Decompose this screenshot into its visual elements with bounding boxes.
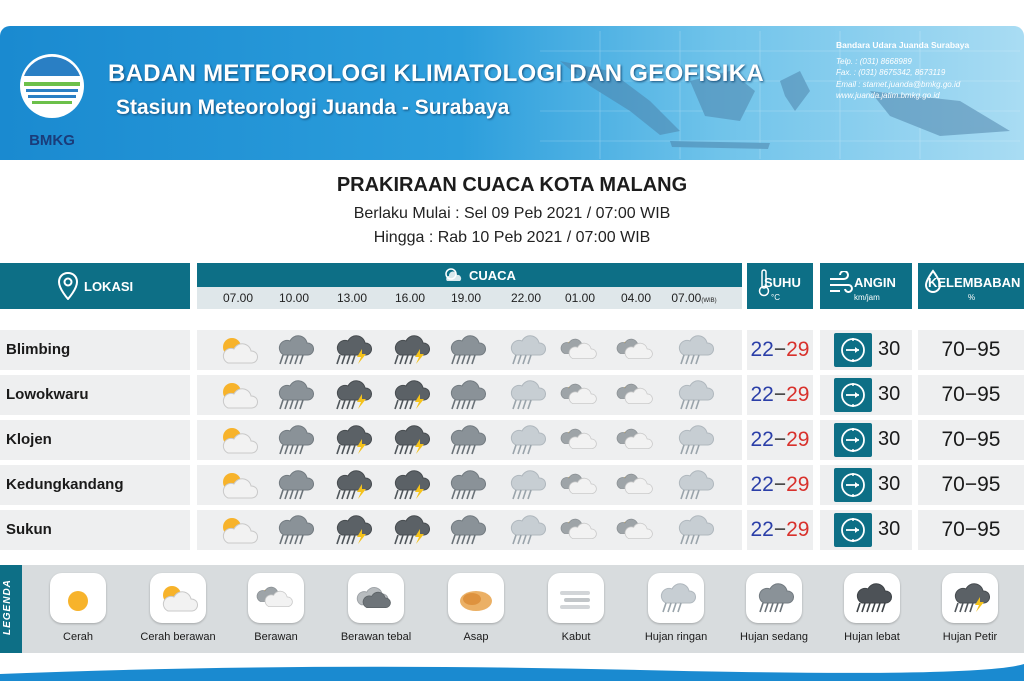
footer-swoosh [0, 656, 1024, 681]
temperature-range [747, 473, 813, 497]
legend-item [626, 573, 726, 643]
cerah-berawan-icon [216, 468, 260, 502]
temp-max: 29 [786, 518, 810, 541]
bmkg-logo [16, 46, 88, 156]
wind-icon [828, 271, 854, 299]
contact-name: Bandara Udara Juanda Surabaya [836, 40, 970, 50]
header-banner [0, 26, 1024, 160]
hujan-sedang-icon [752, 578, 796, 618]
temp-max: 29 [786, 428, 810, 451]
lokasi-label: LOKASI [84, 279, 134, 294]
hujan-ringan-icon [672, 333, 716, 367]
hujan-sedang-icon [444, 423, 488, 457]
hujan-ringan-icon [504, 468, 548, 502]
time-label: 07.00 [222, 291, 254, 305]
time-label: 19.00 [450, 291, 482, 305]
legend-icon-box [942, 573, 998, 623]
header-angin [820, 263, 912, 309]
location-name: Blimbing [6, 341, 71, 358]
hujan-ringan-icon [504, 423, 548, 457]
berawan-icon [614, 513, 658, 547]
time-label: 10.00 [278, 291, 310, 305]
humidity-range: 70−95 [941, 383, 1001, 406]
hujan-petir-icon [388, 468, 432, 502]
hujan-petir-icon [330, 513, 374, 547]
temperature-range [747, 428, 813, 452]
hujan-petir-icon [388, 423, 432, 457]
contact-web: www.juanda.jatim.bmkg.go.id [836, 91, 940, 100]
hujan-ringan-icon [672, 423, 716, 457]
legend-item [526, 573, 626, 643]
wind-direction-icon [834, 423, 872, 457]
hujan-sedang-icon [272, 333, 316, 367]
angin-unit: km/jam [854, 293, 880, 302]
valid-from: Berlaku Mulai : Sel 09 Peb 2021 / 07:00 WIB [353, 205, 671, 222]
legend [0, 565, 1024, 653]
legend-label: Hujan lebat [844, 631, 900, 643]
berawan-icon [558, 378, 602, 412]
hujan-petir-icon [330, 423, 374, 457]
time-label: 04.00 [620, 291, 652, 305]
legend-label: Asap [463, 631, 489, 643]
time-label: 01.00 [564, 291, 596, 305]
temp-max: 29 [786, 383, 810, 406]
contact-info [836, 40, 969, 102]
time-label: 13.00 [336, 291, 368, 305]
legend-icon-box [548, 573, 604, 623]
header-cuaca [197, 263, 742, 287]
legend-tag-text: LEGENDA [2, 579, 13, 635]
humidity-range: 70−95 [941, 428, 1001, 451]
legend-label: Kabut [561, 631, 591, 643]
wind-speed: 30 [878, 428, 901, 450]
hujan-sedang-icon [444, 468, 488, 502]
humidity-range: 70−95 [941, 473, 1001, 496]
logo-text: BMKG [29, 132, 75, 149]
hujan-sedang-icon [272, 513, 316, 547]
hujan-sedang-icon [444, 378, 488, 412]
legend-item [822, 573, 922, 643]
wind-speed: 30 [878, 518, 901, 540]
humidity-range: 70−95 [941, 338, 1001, 361]
temp-min: 22 [750, 383, 774, 406]
legend-item [426, 573, 526, 643]
humidity-range: 70−95 [941, 518, 1001, 541]
location-name: Kedungkandang [6, 476, 124, 493]
berawan-icon [614, 423, 658, 457]
legend-label: Hujan sedang [740, 631, 808, 643]
location-name: Klojen [6, 431, 52, 448]
temperature-range [747, 338, 813, 362]
hujan-sedang-icon [272, 423, 316, 457]
berawan-icon [254, 578, 298, 618]
legend-icon-box [746, 573, 802, 623]
berawan-icon [614, 378, 658, 412]
cerah-berawan-icon [216, 333, 260, 367]
legend-label: Hujan ringan [644, 631, 708, 643]
station-subtitle: Stasiun Meteorologi Juanda - Surabaya [116, 96, 510, 119]
berawan-icon [558, 468, 602, 502]
wind-direction-icon [834, 378, 872, 412]
hujan-sedang-icon [272, 468, 316, 502]
contact-telp: Telp. : (031) 8668989 [836, 56, 912, 66]
hujan-lebat-icon [850, 578, 894, 618]
hujan-petir-icon [388, 378, 432, 412]
legend-label: Hujan Petir [942, 631, 998, 643]
legend-item [128, 573, 228, 643]
temp-min: 22 [750, 518, 774, 541]
header-suhu [747, 263, 813, 309]
location-name: Sukun [6, 521, 52, 538]
hujan-petir-icon [388, 333, 432, 367]
legend-item [326, 573, 426, 643]
legend-icon-box [150, 573, 206, 623]
temp-separator: − [773, 473, 787, 496]
hujan-ringan-icon [504, 333, 548, 367]
legend-tag [0, 565, 22, 653]
temp-separator: − [773, 518, 787, 541]
hujan-petir-icon [330, 468, 374, 502]
hujan-petir-icon [388, 513, 432, 547]
temperature-range [747, 518, 813, 542]
temp-min: 22 [750, 428, 774, 451]
berawan-icon [614, 333, 658, 367]
legend-icon-box [448, 573, 504, 623]
legend-icon-box [248, 573, 304, 623]
berawan-icon [614, 468, 658, 502]
hujan-sedang-icon [272, 378, 316, 412]
suhu-unit: °C [771, 293, 780, 302]
hujan-sedang-icon [444, 513, 488, 547]
berawan-tebal-icon [354, 578, 398, 618]
hujan-petir-icon [330, 378, 374, 412]
legend-icon-box [844, 573, 900, 623]
berawan-icon [558, 333, 602, 367]
temp-min: 22 [750, 338, 774, 361]
cerah-berawan-icon [216, 423, 260, 457]
angin-label: ANGIN [854, 275, 896, 290]
cerah-berawan-icon [156, 578, 200, 618]
hujan-ringan-icon [672, 378, 716, 412]
legend-icon-box [348, 573, 404, 623]
legend-label: Berawan [254, 631, 298, 643]
agency-title: BADAN METEOROLOGI KLIMATOLOGI DAN GEOFISIKA [108, 60, 765, 87]
legend-label: Cerah [63, 631, 93, 643]
kelembaban-unit: % [968, 293, 976, 302]
suhu-label: SUHU [764, 275, 801, 290]
asap-icon [454, 578, 498, 618]
cloud-icon [443, 266, 463, 284]
temp-max: 29 [786, 338, 810, 361]
hujan-ringan-icon [672, 513, 716, 547]
cerah-berawan-icon [216, 513, 260, 547]
legend-item [28, 573, 128, 643]
berawan-icon [558, 423, 602, 457]
hujan-petir-icon [948, 578, 992, 618]
hujan-ringan-icon [654, 578, 698, 618]
cerah-berawan-icon [216, 378, 260, 412]
wind-direction-icon [834, 468, 872, 502]
contact-email: Email : stamet.juanda@bmkg.go.id [836, 79, 961, 89]
time-label: 22.00 [510, 291, 542, 305]
legend-icon-box [648, 573, 704, 623]
hujan-ringan-icon [504, 378, 548, 412]
temp-min: 22 [750, 473, 774, 496]
legend-icon-box [50, 573, 106, 623]
temp-separator: − [773, 338, 787, 361]
temperature-range [747, 383, 813, 407]
hujan-sedang-icon [444, 333, 488, 367]
berawan-icon [558, 513, 602, 547]
legend-item [226, 573, 326, 643]
kabut-icon [554, 578, 598, 618]
wind-direction-icon [834, 513, 872, 547]
location-pin-icon [58, 272, 78, 300]
forecast-title: PRAKIRAAN CUACA KOTA MALANG [336, 174, 688, 196]
contact-fax: Fax. : (031) 8675342, 8673119 [836, 68, 946, 77]
legend-label: Cerah berawan [140, 631, 216, 643]
legend-item [920, 573, 1020, 643]
valid-to: Hingga : Rab 10 Peb 2021 / 07:00 WIB [373, 229, 651, 246]
temp-separator: − [773, 428, 787, 451]
time-label: 16.00 [394, 291, 426, 305]
legend-item [724, 573, 824, 643]
hujan-ringan-icon [672, 468, 716, 502]
cerah-icon [56, 578, 100, 618]
cuaca-label: CUACA [469, 268, 516, 283]
header-lokasi [0, 263, 190, 309]
wind-speed: 30 [878, 473, 901, 495]
time-label: 07.00(WIB) [671, 291, 717, 305]
wind-direction-icon [834, 333, 872, 367]
kelembaban-label: KELEMBABAN [928, 275, 1021, 290]
legend-label: Berawan tebal [340, 631, 412, 643]
temp-max: 29 [786, 473, 810, 496]
wind-speed: 30 [878, 383, 901, 405]
location-name: Lowokwaru [6, 386, 89, 403]
time-header-row [197, 287, 742, 309]
header-kelembaban [918, 263, 1024, 309]
temp-separator: − [773, 383, 787, 406]
hujan-ringan-icon [504, 513, 548, 547]
time-suffix: (WIB) [701, 298, 717, 304]
hujan-petir-icon [330, 333, 374, 367]
wind-speed: 30 [878, 338, 901, 360]
